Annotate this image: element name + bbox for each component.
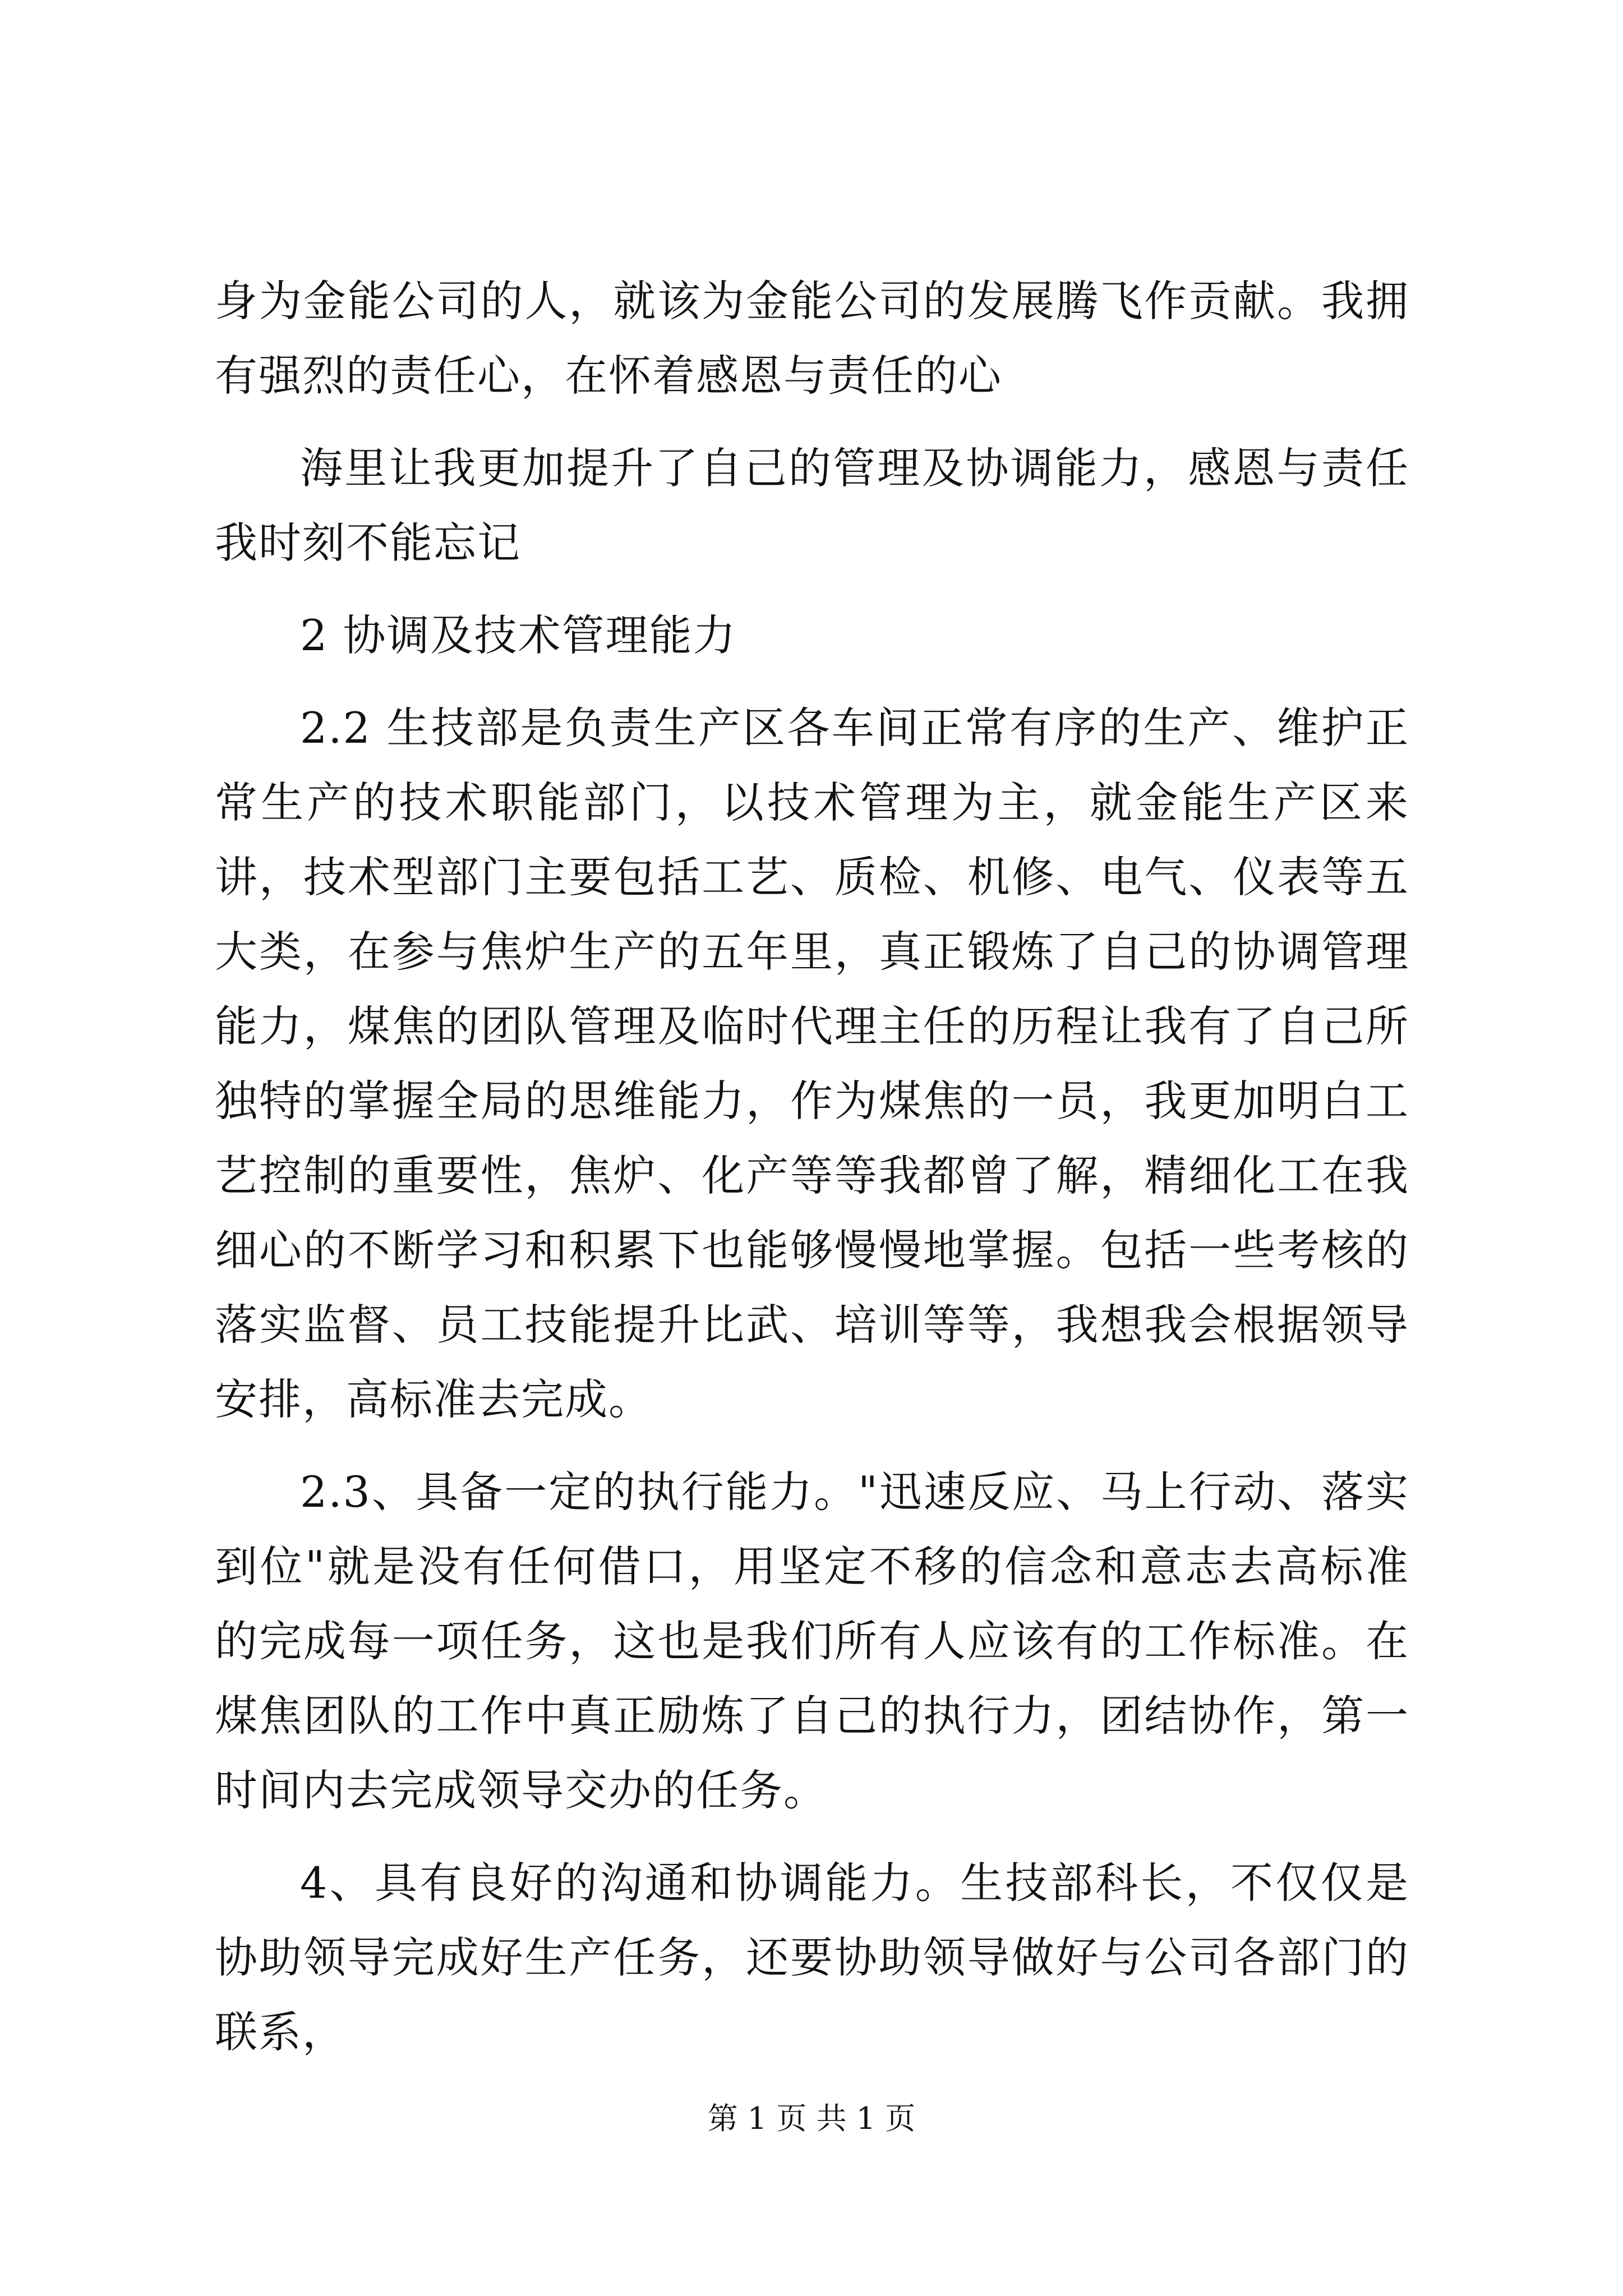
paragraph-2: 海里让我更加提升了自己的管理及协调能力，感恩与责任我时刻不能忘记 <box>215 443 1409 568</box>
paragraph-5: 4、具有良好的沟通和协调能力。生技部科长，不仅仅是协助领导完成好生产任务，还要协助领导做好与公司各部门的联系， <box>215 1858 1409 2057</box>
page-footer: 第 1 页 共 1 页 <box>707 2101 916 2136</box>
paragraph-4: 2.3、具备一定的执行能力。"迅速反应、马上行动、落实到位"就是没有任何借口，用坚定不移的信念和意志去高标准的完成每一项任务，这也是我们所有人应该有的工作标准。在煤焦团队的工作中真正励炼了自己的执行力，团结协作，第一时间内去完成领导交办的任务。 <box>215 1467 1409 1815</box>
section-heading: 2 协调及技术管理能力 <box>300 610 737 660</box>
paragraph-3: 2.2 生技部是负责生产区各车间正常有序的生产、维护正常生产的技术职能部门，以技术管理为主，就金能生产区来讲，技术型部门主要包括工艺、质检、机修、电气、仪表等五大类，在参与焦炉生产的五年里，真正锻炼了自己的协调管理能力，煤焦的团队管理及临时代理主任的历程让我有了自己所独特的掌握全局的思维能力，作为煤焦的一员，我更加明白工艺控制的重要性，焦炉、化产等等我都曾了解，精细化工在我细心的不断学习和积累下也能够慢慢地掌握。包括一些考核的落实监督、员工技能提升比武、培训等等，我想我会根据领导安排，高标准去完成。 <box>215 703 1409 1424</box>
document-body <box>215 264 1409 2087</box>
paragraph-1: 身为金能公司的人，就该为金能公司的发展腾飞作贡献。我拥有强烈的责任心，在怀着感恩与责任的心 <box>215 276 1409 401</box>
